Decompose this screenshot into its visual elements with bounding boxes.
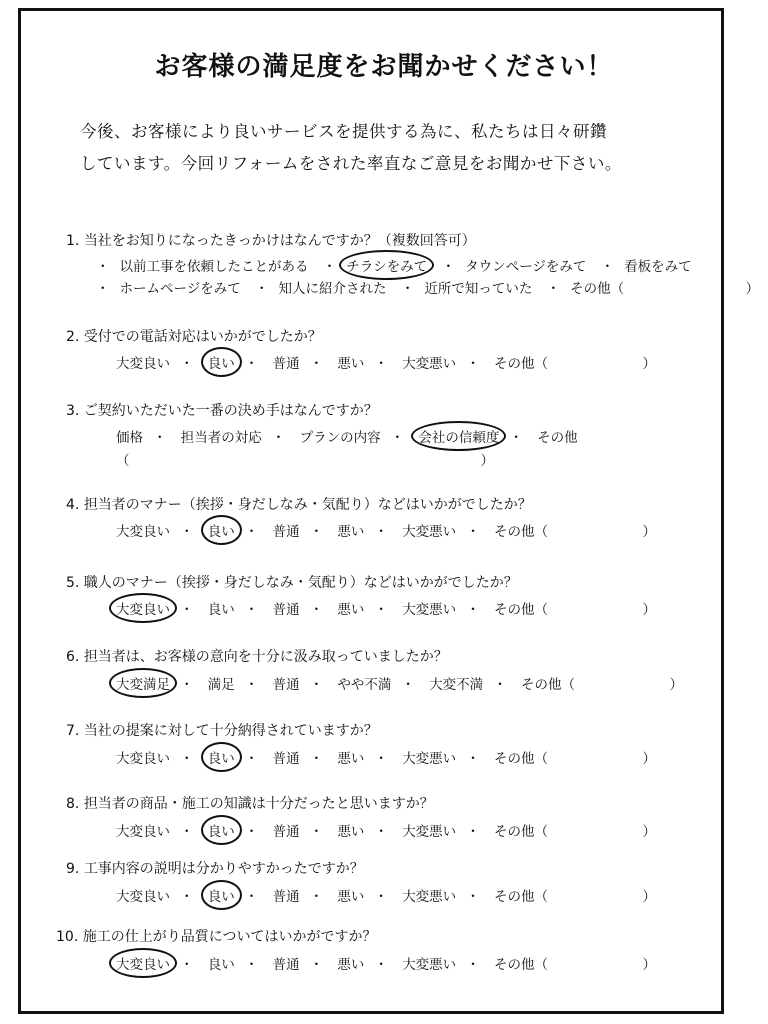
option[interactable]: 満足 — [207, 677, 235, 693]
q7-options: 大変良い ・ 良い ・ 普通 ・ 悪い ・ 大変悪い ・ その他（ ） — [116, 747, 662, 767]
page-title: お客様の満足度をお聞かせください！ — [154, 52, 614, 82]
option[interactable]: 普通 — [272, 957, 300, 973]
option-selected[interactable]: 会社の信頼度 — [418, 426, 499, 446]
question-text: 担当者のマナー（挨拶・身だしなみ・気配り）などはいかがでしたか？ — [83, 497, 532, 513]
option[interactable]: やや不満 — [337, 677, 392, 693]
option-other[interactable]: その他（ ） — [493, 602, 656, 618]
question-number: 2. — [66, 329, 80, 345]
q8-options: 大変良い ・ 良い ・ 普通 ・ 悪い ・ 大変悪い ・ その他（ ） — [116, 820, 662, 840]
question-text: ご契約いただいた一番の決め手はなんですか？ — [83, 403, 378, 419]
question-number: 5. — [66, 575, 80, 591]
q2-options: 大変良い ・ 良い ・ 普通 ・ 悪い ・ 大変悪い ・ その他（ ） — [116, 352, 662, 372]
option[interactable]: 大変良い — [116, 824, 170, 840]
question-number: 9. — [66, 861, 80, 877]
q5-options: 大変良い ・ 良い ・ 普通 ・ 悪い ・ 大変悪い ・ その他（ ） — [116, 598, 662, 618]
question-number: 8. — [66, 796, 80, 812]
option[interactable]: 大変悪い — [402, 751, 457, 767]
option-selected[interactable]: 大変満足 — [116, 673, 170, 693]
option[interactable]: 普通 — [272, 677, 300, 693]
option[interactable]: 大変悪い — [402, 824, 457, 840]
q6-options: 大変満足 ・ 満足 ・ 普通 ・ やや不満 ・ 大変不満 ・ その他（ ） — [116, 673, 689, 693]
question-text: 当社の提案に対して十分納得されていますか？ — [83, 723, 378, 739]
question-number: 3. — [66, 403, 80, 419]
option[interactable]: 価格 — [116, 430, 143, 446]
option[interactable]: 大変悪い — [402, 889, 457, 905]
option[interactable]: 悪い — [337, 524, 365, 540]
question-10 — [56, 926, 376, 946]
option[interactable]: 大変良い — [116, 889, 170, 905]
question-text: 職人のマナー（挨拶・身だしなみ・気配り）などはいかがでしたか？ — [83, 575, 518, 591]
option[interactable]: 大変悪い — [402, 524, 457, 540]
option[interactable]: 近所で知っていた — [424, 281, 533, 297]
question-1 — [66, 230, 476, 250]
q3-options: 価格 ・ 担当者の対応 ・ プランの内容 ・ 会社の信頼度 ・ その他 — [116, 426, 584, 446]
option[interactable]: 大変悪い — [402, 356, 457, 372]
option[interactable]: 良い — [207, 602, 235, 618]
option[interactable]: 悪い — [337, 824, 365, 840]
question-text: 担当者の商品・施工の知識は十分だったと思いますか？ — [83, 796, 434, 812]
option-other[interactable]: その他（ ） — [493, 889, 656, 905]
q9-options: 大変良い ・ 良い ・ 普通 ・ 悪い ・ 大変悪い ・ その他（ ） — [116, 885, 662, 905]
option[interactable]: 良い — [207, 957, 235, 973]
option[interactable]: 普通 — [272, 524, 300, 540]
option-other[interactable]: その他 — [537, 430, 578, 446]
option[interactable]: ホームページをみて — [119, 281, 241, 297]
option[interactable]: 悪い — [337, 751, 365, 767]
option[interactable]: 大変良い — [116, 356, 170, 372]
q4-options: 大変良い ・ 良い ・ 普通 ・ 悪い ・ 大変悪い ・ その他（ ） — [116, 520, 662, 540]
question-8 — [66, 793, 434, 813]
option[interactable]: 大変不満 — [429, 677, 484, 693]
option-other[interactable]: その他（ ） — [493, 356, 656, 372]
option-selected[interactable]: 良い — [208, 747, 235, 767]
option-other[interactable]: その他（ ） — [493, 824, 656, 840]
intro-line-1: 今後、お客様により良いサービスを提供する為に、私たちは日々研鑽 — [80, 122, 607, 141]
question-6 — [66, 646, 448, 666]
option[interactable]: 大変良い — [116, 524, 170, 540]
option[interactable]: 大変悪い — [402, 957, 457, 973]
option-selected[interactable]: 良い — [208, 820, 235, 840]
option[interactable]: 普通 — [272, 356, 300, 372]
option[interactable]: プランの内容 — [299, 430, 381, 446]
option-selected[interactable]: 大変良い — [116, 598, 170, 618]
option[interactable]: 普通 — [272, 602, 300, 618]
question-number: 4. — [66, 497, 80, 513]
option[interactable]: 悪い — [337, 602, 365, 618]
option[interactable]: 大変良い — [116, 751, 170, 767]
option-selected[interactable]: 良い — [208, 352, 235, 372]
option-other[interactable]: その他（ ） — [520, 677, 683, 693]
option[interactable]: 普通 — [272, 751, 300, 767]
option-selected[interactable]: 大変良い — [116, 953, 170, 973]
option-other[interactable]: その他（ ） — [493, 751, 656, 767]
option[interactable]: 以前工事を依頼したことがある — [119, 259, 309, 275]
q1-options-line-1: ・ 以前工事を依頼したことがある ・ チラシをみて ・ タウンページをみて ・ 看板をみて — [92, 255, 698, 275]
option[interactable]: 知人に紹介された — [278, 281, 387, 297]
option-other[interactable]: その他（ ） — [493, 957, 656, 973]
question-2 — [66, 326, 322, 346]
question-number: 6. — [66, 649, 80, 665]
option[interactable]: タウンページをみて — [465, 259, 587, 275]
q3-other-field[interactable]: （ ） — [116, 453, 494, 469]
option-selected[interactable]: 良い — [208, 520, 235, 540]
option-other[interactable]: その他（ ） — [570, 281, 760, 297]
question-text: 当社をお知りになったきっかけはなんですか？（複数回答可） — [83, 233, 476, 249]
question-9 — [66, 858, 364, 878]
option[interactable]: 大変悪い — [402, 602, 457, 618]
question-text: 施工の仕上がり品質についてはいかがですか？ — [82, 929, 377, 945]
question-number: 7. — [66, 723, 80, 739]
option[interactable]: 担当者の対応 — [180, 430, 262, 446]
option-selected[interactable]: チラシをみて — [346, 255, 427, 275]
option-other[interactable]: その他（ ） — [493, 524, 656, 540]
question-number: 1. — [66, 233, 80, 249]
intro-line-2: しています。今回リフォームをされた率直なご意見をお聞かせ下さい。 — [80, 154, 622, 173]
question-text: 担当者は、お客様の意向を十分に汲み取っていましたか？ — [83, 649, 448, 665]
question-7 — [66, 720, 378, 740]
question-text: 工事内容の説明は分かりやすかったですか？ — [83, 861, 364, 877]
question-number: 10. — [56, 929, 79, 945]
option-selected[interactable]: 良い — [208, 885, 235, 905]
option[interactable]: 悪い — [337, 957, 365, 973]
q10-options: 大変良い ・ 良い ・ 普通 ・ 悪い ・ 大変悪い ・ その他（ ） — [116, 953, 662, 973]
option[interactable]: 看板をみて — [624, 259, 692, 275]
question-text: 受付での電話対応はいかがでしたか？ — [83, 329, 322, 345]
q1-options-line-2: ・ ホームページをみて ・ 知人に紹介された ・ 近所で知っていた ・ その他（ ） — [92, 277, 765, 297]
option[interactable]: 悪い — [337, 889, 365, 905]
option[interactable]: 普通 — [272, 824, 300, 840]
question-5 — [66, 572, 518, 592]
option[interactable]: 悪い — [337, 356, 365, 372]
question-3 — [66, 400, 378, 420]
question-4 — [66, 494, 532, 514]
option[interactable]: 普通 — [272, 889, 300, 905]
